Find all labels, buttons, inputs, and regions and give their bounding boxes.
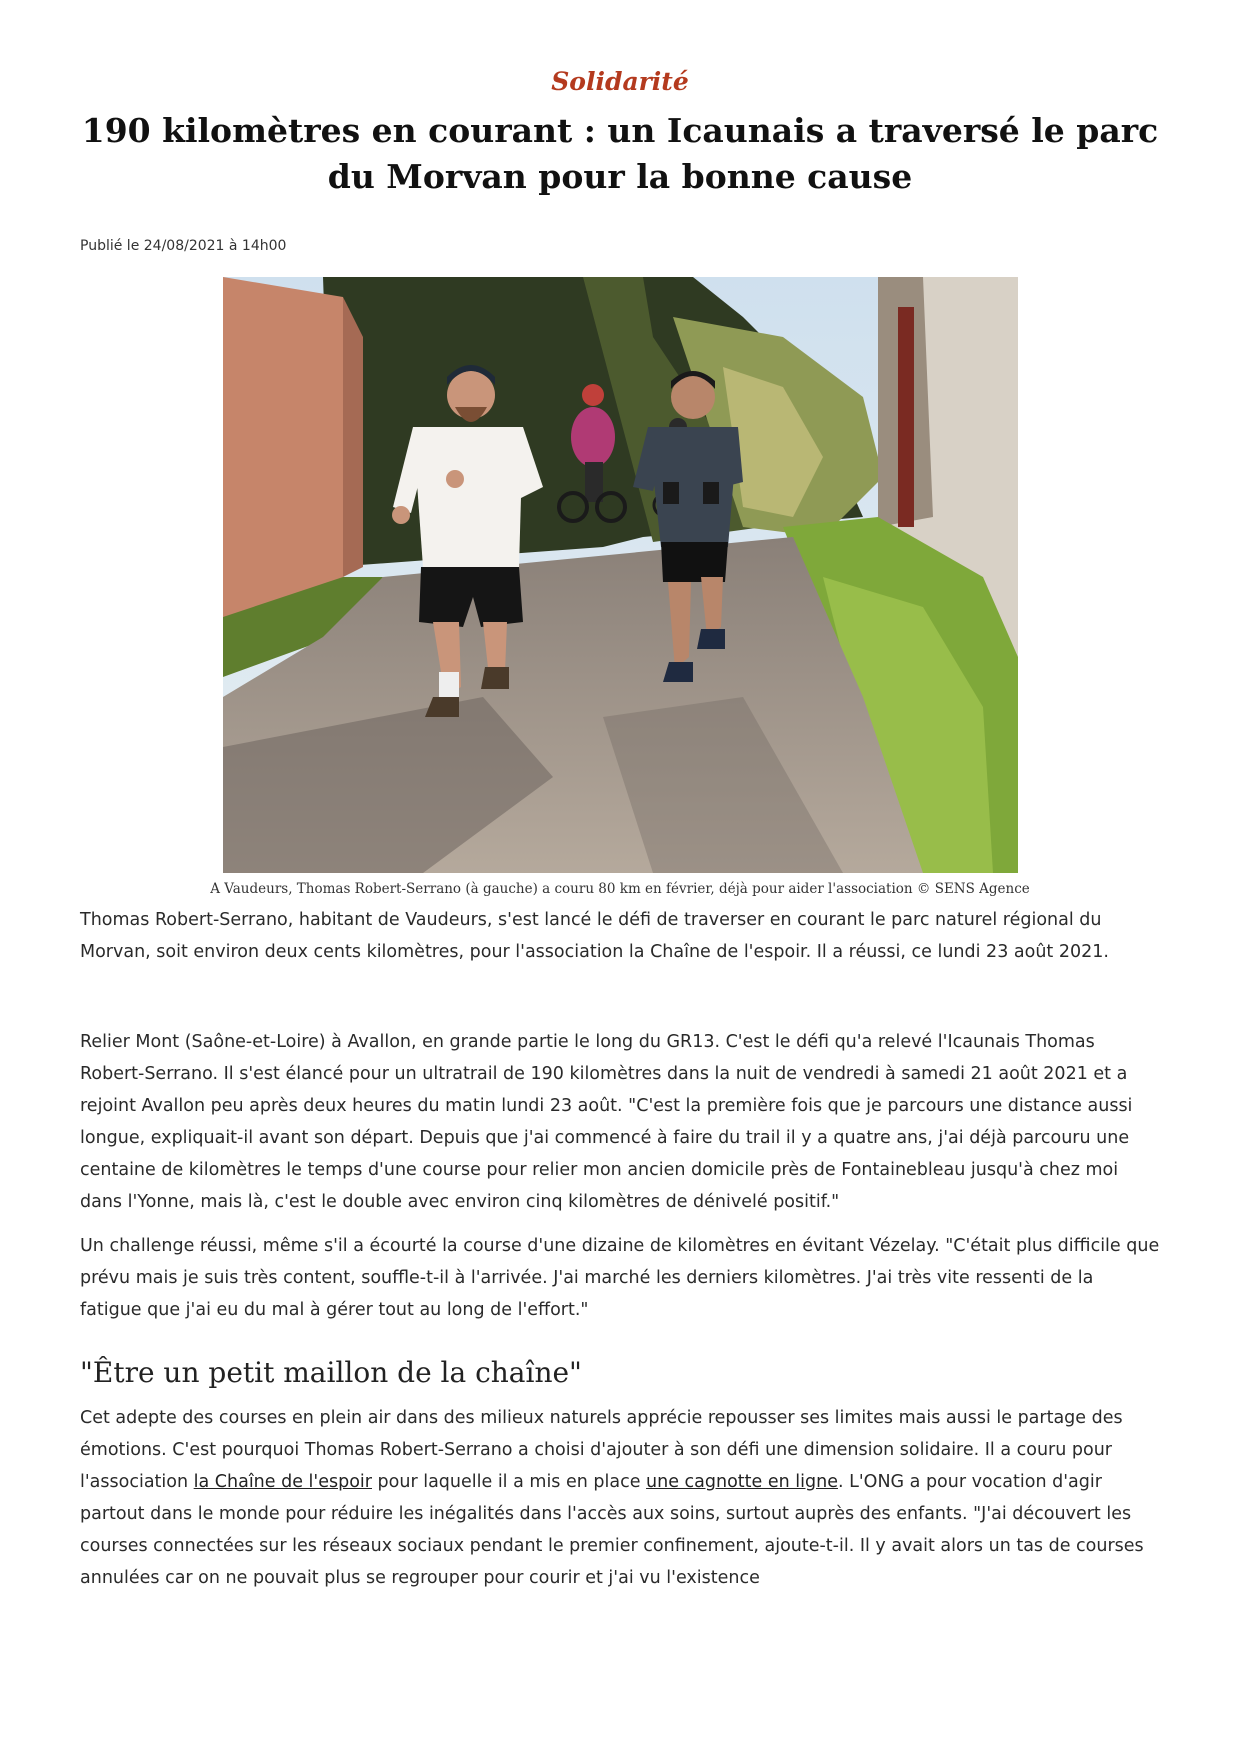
link-cagnotte[interactable]: une cagnotte en ligne bbox=[646, 1472, 838, 1492]
paragraph-3-start: Cet adepte des courses en plein air dans des milieux naturels apprécie repousser ses limites mais aussi le partage des émotions. C'est pourquoi Thomas Robert-Serrano a choisi d'ajouter à son défi une dimension solidaire. Il a couru pour l'association bbox=[80, 1408, 1123, 1492]
article-kicker[interactable]: Solidarité bbox=[551, 67, 689, 96]
publication-date: Publié le 24/08/2021 à 14h00 bbox=[80, 238, 287, 254]
photo-caption: A Vaudeurs, Thomas Robert-Serrano (à gauche) a couru 80 km en février, déjà pour aider l'association © SENS Agence bbox=[210, 881, 1030, 897]
article-photo bbox=[223, 277, 1018, 873]
article-paragraph-2: Un challenge réussi, même s'il a écourté la course d'une dizaine de kilomètres en évitant Vézelay. "C'était plus difficile que prévu mais je suis très content, souffle-t-il à l'arrivée. J'ai marché les derniers kilomètres. J'ai très vite ressenti de la fatigue que j'ai eu du mal à gérer tout au long de l'effort." bbox=[80, 1236, 1160, 1320]
article-lede: Thomas Robert-Serrano, habitant de Vaudeurs, s'est lancé le défi de traverser en courant le parc naturel régional du Morvan, soit environ deux cents kilomètres, pour l'association la Chaîne de l'espoir. Il a réussi, ce lundi 23 août 2021. bbox=[80, 910, 1109, 962]
article-paragraph-1: Relier Mont (Saône-et-Loire) à Avallon, en grande partie le long du GR13. C'est le défi qu'a relevé l'Icaunais Thomas Robert-Serrano. Il s'est élancé pour un ultratrail de 190 kilomètres dans la nuit de vendredi à samedi 21 août 2021 et a rejoint Avallon peu après deux heures du matin lundi 23 août. "C'est la première fois que je parcours une distance aussi longue, expliquait-il avant son départ. Depuis que j'ai commencé à faire du trail il y a quatre ans, j'ai déjà parcouru une centaine de kilomètres le temps d'une course pour relier mon ancien domicile près de Fontainebleau jusqu'à chez moi dans l'Yonne, mais là, c'est le double avec environ cinq kilomètres de dénivelé positif." bbox=[80, 1032, 1133, 1212]
article-page bbox=[80, 0, 1160, 1588]
article-paragraph-3 bbox=[80, 1402, 1160, 1594]
article-body bbox=[80, 904, 1160, 1606]
paragraph-3-end: . L'ONG a pour vocation d'agir partout dans le monde pour réduire les inégalités dans l'accès aux soins, surtout auprès des enfants. "J'ai découvert les courses connectées sur les réseaux sociaux pendant le premier confinement, ajoute-t-il. Il y avait alors un tas de courses annulées car on ne pouvait plus se regrouper pour courir et j'ai vu l'existence bbox=[80, 1472, 1144, 1588]
paragraph-3-mid: pour laquelle il a mis en place bbox=[371, 1472, 647, 1492]
link-chaine-espoir[interactable]: la Chaîne de l'espoir bbox=[193, 1472, 372, 1492]
article-subheading: "Être un petit maillon de la chaîne" bbox=[80, 1356, 582, 1389]
article-title: 190 kilomètres en courant : un Icaunais a traversé le parc du Morvan pour la bonne cause bbox=[81, 111, 1159, 196]
